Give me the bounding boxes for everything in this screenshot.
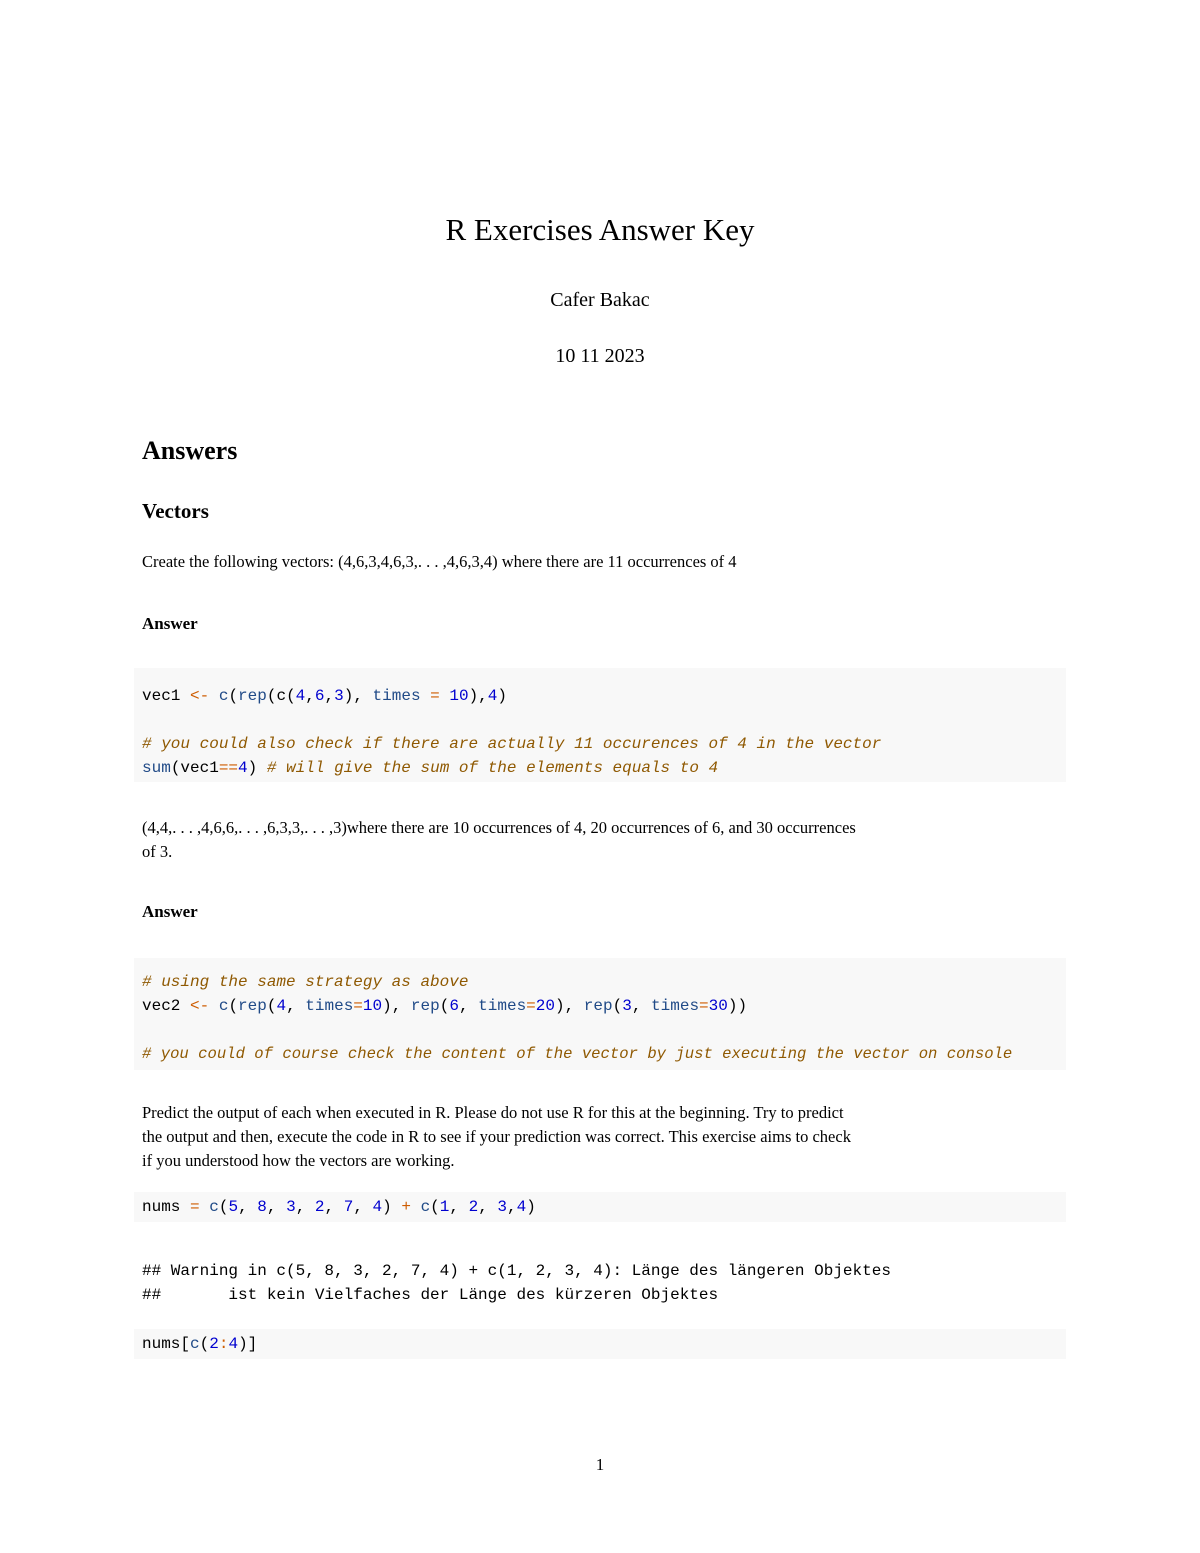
code-line: nums = c(5, 8, 3, 2, 7, 4) + c(1, 2, 3,4) bbox=[142, 1198, 536, 1216]
subsection-heading-vectors: Vectors bbox=[142, 499, 209, 523]
question-2-line-1: (4,4,. . . ,4,6,6,. . . ,6,3,3,. . . ,3)where there are 10 occurrences of 4, 20 occurrences of 6, and 30 occurrences bbox=[142, 818, 856, 837]
document-author: Cafer Bakac bbox=[550, 289, 650, 311]
question-2-text bbox=[142, 816, 1062, 864]
code-output-warning bbox=[142, 1259, 891, 1307]
code-comment: # using the same strategy as above bbox=[142, 973, 469, 991]
question-3-line-3: if you understood how the vectors are working. bbox=[142, 1151, 455, 1170]
code-block-3 bbox=[134, 1192, 1066, 1222]
question-2-line-2: of 3. bbox=[142, 842, 173, 861]
code-comment: # you could of course check the content of the vector by just executing the vector on console bbox=[142, 1045, 1013, 1063]
code-comment: # you could also check if there are actually 11 occurences of 4 in the vector bbox=[142, 735, 882, 753]
code-line: vec1 <- c(rep(c(4,6,3), times = 10),4) bbox=[142, 687, 507, 705]
code-line: sum(vec1==4) # will give the sum of the elements equals to 4 bbox=[142, 759, 719, 777]
answer-heading-1: Answer bbox=[142, 614, 198, 633]
code-block-1 bbox=[134, 668, 1066, 782]
code-line: nums[c(2:4)] bbox=[142, 1335, 258, 1353]
document-date: 10 11 2023 bbox=[555, 345, 645, 367]
question-1-text: Create the following vectors: (4,6,3,4,6,3,. . . ,4,6,3,4) where there are 11 occurrences of 4 bbox=[142, 552, 737, 571]
output-line-2: ## ist kein Vielfaches der Länge des kürzeren Objektes bbox=[142, 1286, 719, 1304]
code-block-4 bbox=[134, 1329, 1066, 1359]
output-line-1: ## Warning in c(5, 8, 3, 2, 7, 4) + c(1, 2, 3, 4): Länge des längeren Objektes bbox=[142, 1262, 891, 1280]
question-3-text bbox=[142, 1101, 1062, 1173]
question-3-line-2: the output and then, execute the code in R to see if your prediction was correct. This exercise aims to check bbox=[142, 1127, 851, 1146]
page-number: 1 bbox=[595, 1455, 605, 1474]
question-3-line-1: Predict the output of each when executed in R. Please do not use R for this at the beginning. Try to predict bbox=[142, 1103, 844, 1122]
answer-heading-2: Answer bbox=[142, 902, 198, 921]
document-title: R Exercises Answer Key bbox=[445, 212, 755, 247]
code-line: vec2 <- c(rep(4, times=10), rep(6, times=20), rep(3, times=30)) bbox=[142, 997, 748, 1015]
section-heading-answers: Answers bbox=[142, 436, 238, 465]
code-block-2 bbox=[134, 958, 1066, 1070]
